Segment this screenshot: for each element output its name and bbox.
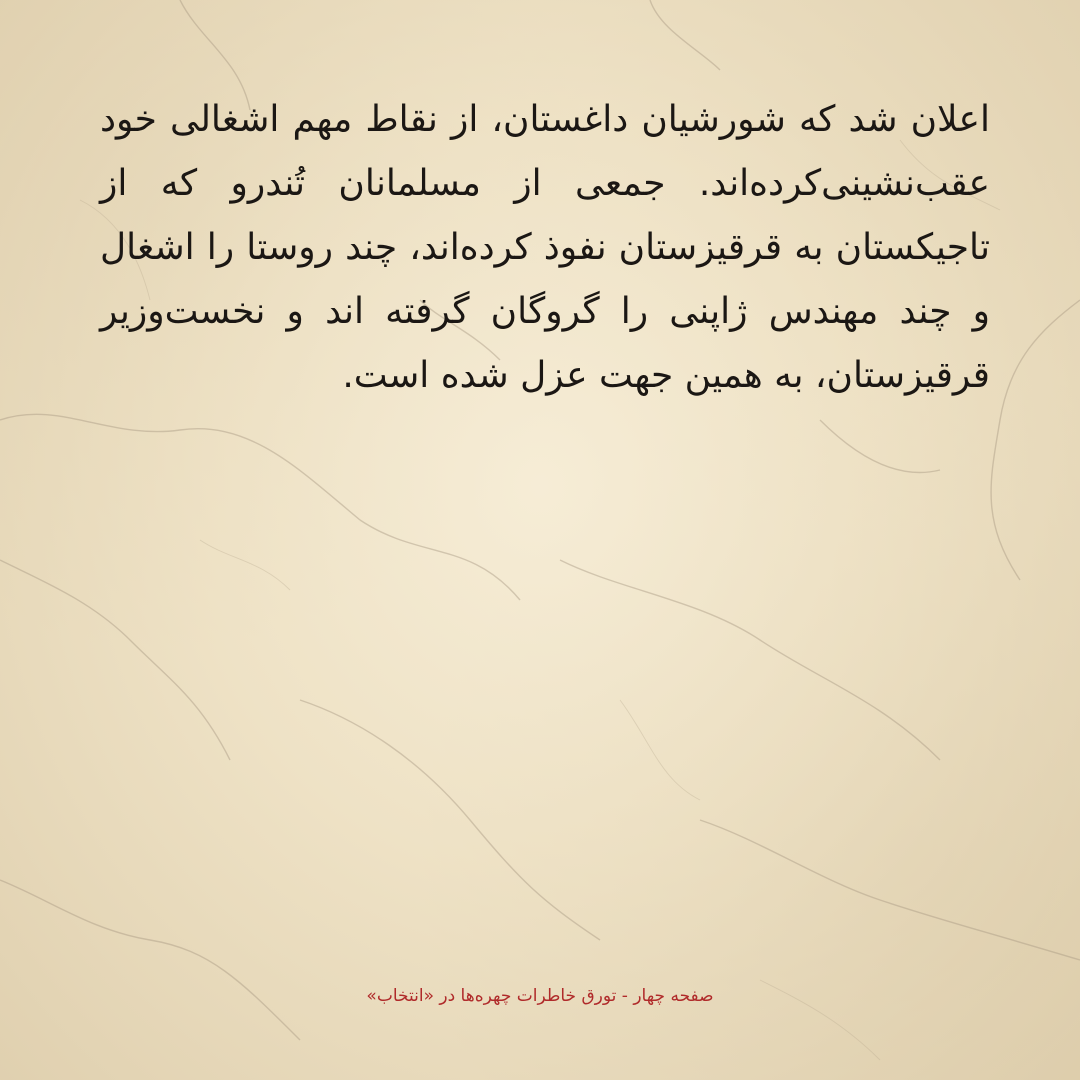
article-paragraph: اعلان شد که شورشیان داغستان، از نقاط مهم اشغالی خود عقب‌نشینی‌کرده‌اند. جمعی از مسلمانان تُندرو که از تاجیکستان به قرقیزستان نفوذ کرده‌اند، چند روستا را اشغال و چند مهندس ژاپنی را گروگان گرفته اند و نخست‌وزیر قرقیزستان، به همین جهت عزل شده است. [100, 99, 990, 396]
page-caption: صفحه چهار - تورق خاطرات چهره‌ها در «انتخاب» [366, 986, 714, 1006]
